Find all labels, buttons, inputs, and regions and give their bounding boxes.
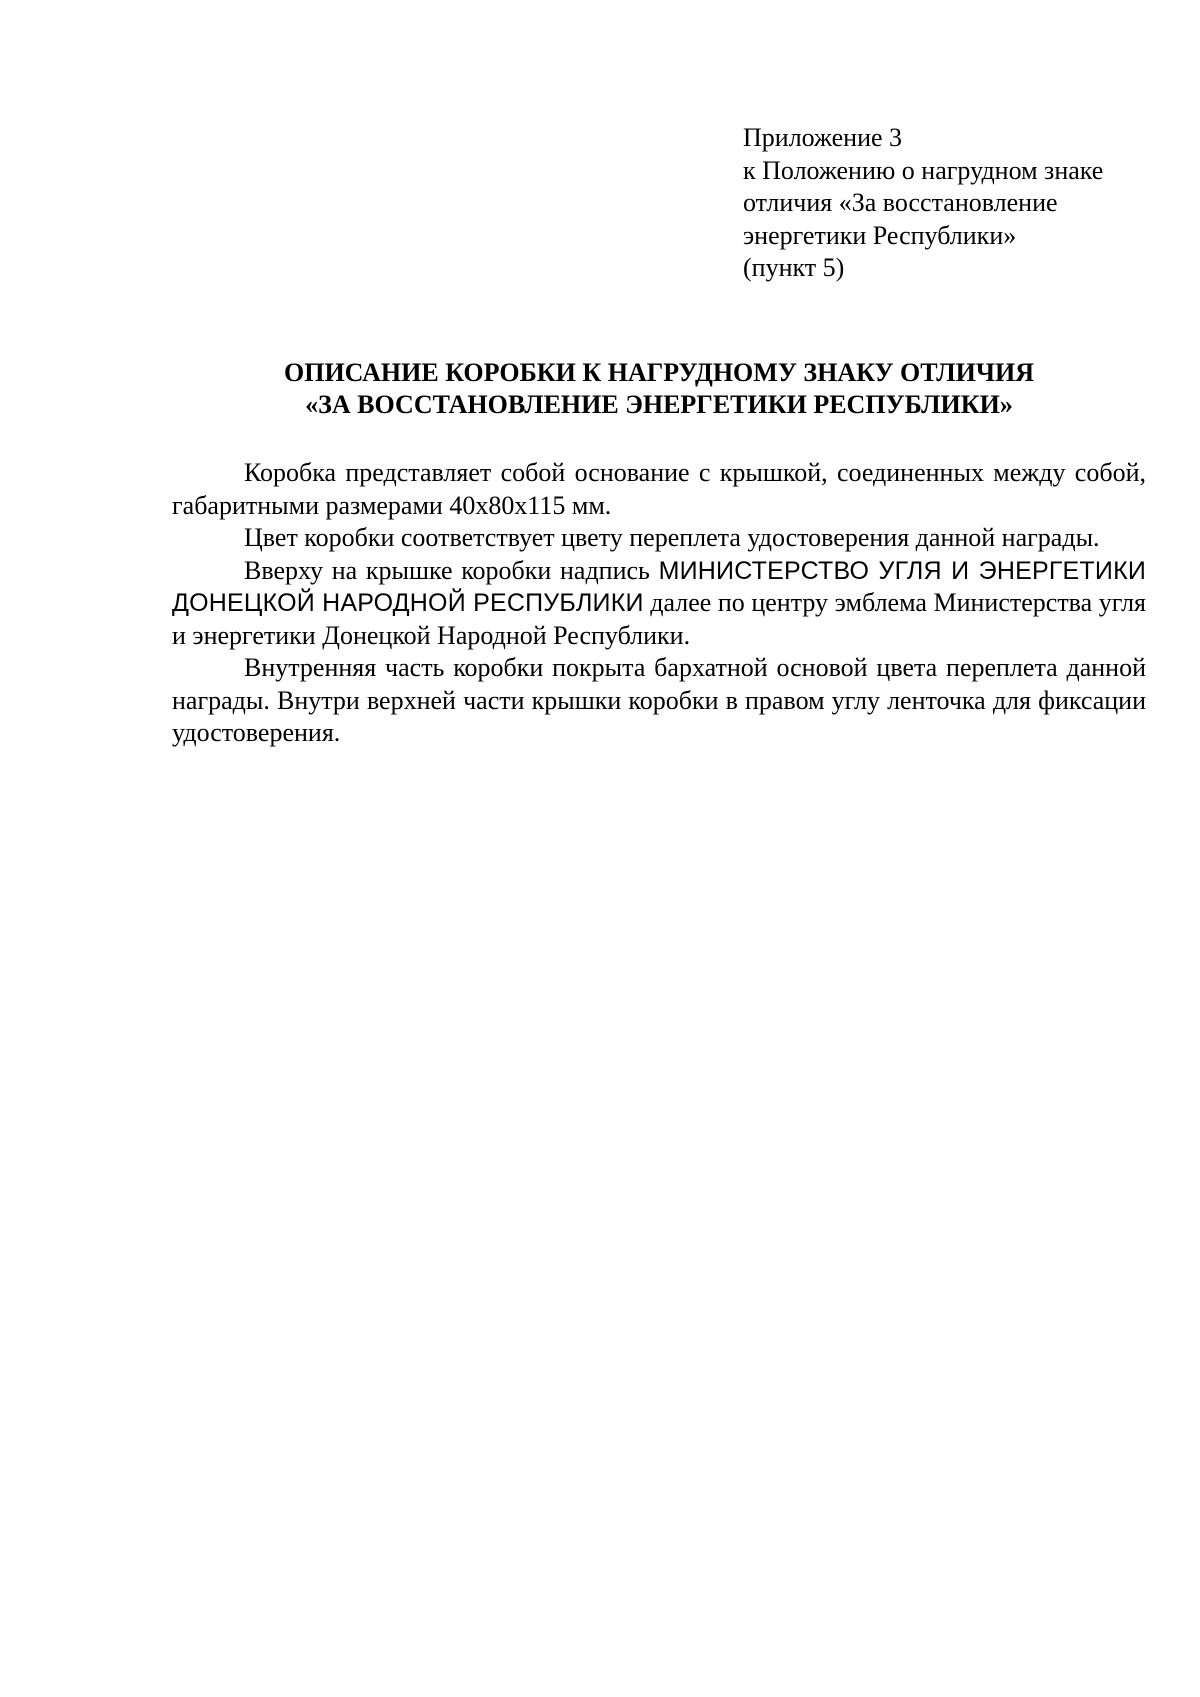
appendix-line: к Положению о нагрудном знаке xyxy=(743,155,1104,185)
paragraph-box-interior: Внутренняя часть коробки покрыта бархатной основой цвета переплета данной награды. Внутри верхней части крышки коробки в правом углу ленточка для фиксации удостоверения. xyxy=(172,653,1146,747)
paragraph-text: Вверху на крышке коробки надпись xyxy=(244,555,659,585)
title-line: «ЗА ВОССТАНОВЛЕНИЕ ЭНЕРГЕТИКИ РЕСПУБЛИКИ» xyxy=(305,390,1013,419)
appendix-block xyxy=(743,122,1163,285)
appendix-line: (пункт 5) xyxy=(743,253,845,282)
document-title xyxy=(172,357,1146,421)
ministry-inscription: МИНИСТЕРСТВО УГЛЯ И ЭНЕРГЕТИКИ ДОНЕЦКОЙ НАРОДНОЙ РЕСПУБЛИКИ xyxy=(172,556,1147,617)
title-line: ОПИСАНИЕ КОРОБКИ К НАГРУДНОМУ ЗНАКУ ОТЛИЧИЯ xyxy=(284,358,1034,387)
appendix-line: энергетики Республики» xyxy=(743,220,1017,250)
appendix-line: отличия «За восстановление xyxy=(743,188,1058,217)
paragraph-text: далее по центру эмблема Министерства угля и энергетики Донецкой Народной Республики. xyxy=(172,588,1146,650)
document-body xyxy=(172,457,1146,750)
appendix-line: Приложение 3 xyxy=(743,123,903,152)
paragraph-box-dimensions: Коробка представляет собой основание с крышкой, соединенных между собой, габаритными размерами 40х80х115 мм. xyxy=(172,458,1146,520)
paragraph-box-color: Цвет коробки соответствует цвету переплета удостоверения данной награды. xyxy=(244,523,1100,552)
paragraph-lid-inscription xyxy=(172,555,1146,653)
